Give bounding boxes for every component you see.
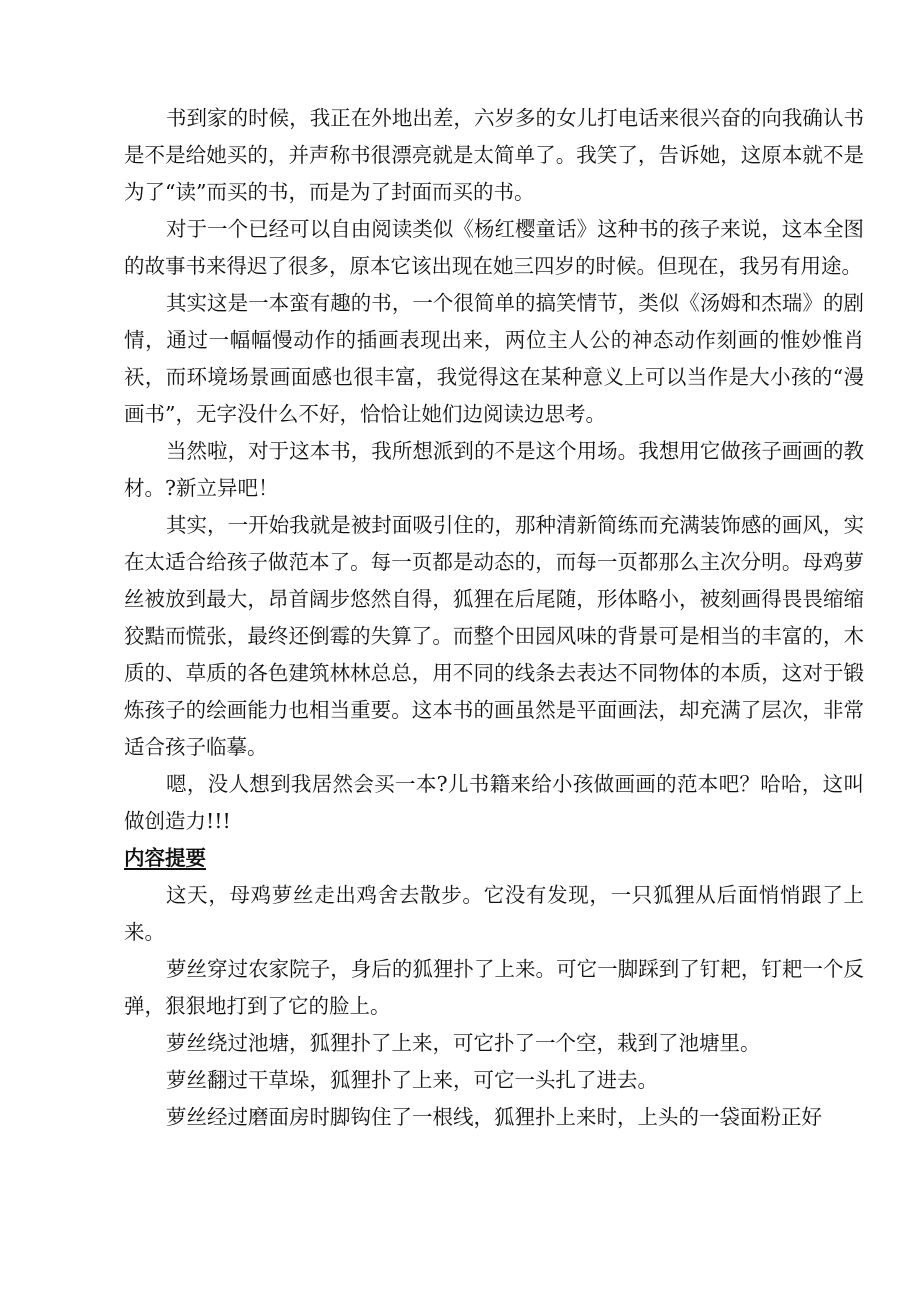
summary-heading: 内容提要 — [124, 846, 206, 870]
review-paragraph-5: 其实，一开始我就是被封面吸引住的，那种清新简练而充满装饰感的画风，实在太适合给孩子做范本了。每一页都是动态的，而每一页都那么主次分明。母鸡萝丝被放到最大，昂首阔步悠然自得，狐狸在后尾随，形体略小，被刻画得畏畏缩缩狡黠而慌张，最终还倒霉的失算了。而整个田园风味的背景可是相当的丰富的，木质的、草质的各色建筑林林总总，用不同的线条去表达不同物体的本质，这对于锻炼孩子的绘画能力也相当重要。这本书的画虽然是平面画法，却充满了层次，非常适合孩子临摹。 — [124, 513, 864, 759]
summary-paragraph-5: 萝丝经过磨面房时脚钩住了一根线，狐狸扑上来时，上头的一袋面粉正好 — [166, 1105, 822, 1129]
summary-paragraph-3: 萝丝绕过池塘，狐狸扑了上来，可它扑了一个空，栽到了池塘里。 — [166, 1031, 761, 1055]
review-paragraph-6: 嗯，没人想到我居然会买一本?儿书籍来给小孩做画画的范本吧？哈哈，这叫做创造力!!! — [124, 772, 864, 833]
document-page — [124, 100, 864, 1136]
summary-paragraph-4: 萝丝翻过干草垛，狐狸扑了上来，可它一头扎了进去。 — [166, 1068, 658, 1092]
review-paragraph-2: 对于一个已经可以自由阅读类似《杨红樱童话》这种书的孩子来说，这本全图的故事书来得迟了很多，原本它该出现在她三四岁的时候。但现在，我另有用途。 — [124, 217, 864, 278]
summary-paragraph-2: 萝丝穿过农家院子，身后的狐狸扑了上来。可它一脚踩到了钉耙，钉耙一个反弹，狠狠地打到了它的脸上。 — [124, 957, 864, 1018]
review-paragraph-3: 其实这是一本蛮有趣的书，一个很简单的搞笑情节，类似《汤姆和杰瑞》的剧情，通过一幅幅慢动作的插画表现出来，两位主人公的神态动作刻画的惟妙惟肖祆，而环境场景画面感也很丰富，我觉得这在某种意义上可以当作是大小孩的“漫画书”，无字没什么不好，恰恰让她们边阅读边思考。 — [124, 291, 864, 426]
review-paragraph-1: 书到家的时候，我正在外地出差，六岁多的女儿打电话来很兴奋的向我确认书是不是给她买的，并声称书很漂亮就是太简单了。我笑了，告诉她，这原本就不是为了“读”而买的书，而是为了封面而买的书。 — [124, 106, 864, 204]
summary-paragraph-1: 这天，母鸡萝丝走出鸡舍去散步。它没有发现，一只狐狸从后面悄悄跟了上来。 — [124, 883, 864, 944]
review-paragraph-4: 当然啦，对于这本书，我所想派到的不是这个用场。我想用它做孩子画画的教材。?新立异吧！ — [124, 439, 864, 500]
